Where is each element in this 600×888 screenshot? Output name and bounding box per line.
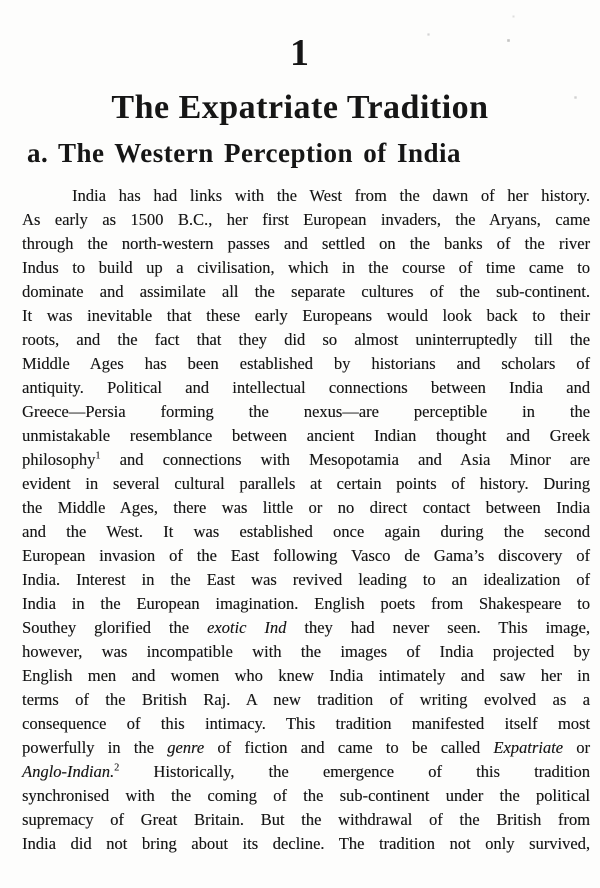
text-line — [22, 592, 590, 616]
text-run: Middle Ages has been established by historians and scholars of — [22, 354, 590, 373]
text-line — [22, 568, 590, 592]
text-line — [22, 832, 590, 856]
chapter-title: The Expatriate Tradition — [111, 89, 489, 126]
text-line — [22, 400, 590, 424]
text-line — [22, 712, 590, 736]
italic-run: Expatriate — [493, 738, 563, 757]
text-line — [22, 352, 590, 376]
text-line — [22, 688, 590, 712]
text-run: supremacy of Great Britain. But the withdrawal of the British from — [22, 810, 590, 829]
text-run: It was inevitable that these early Europeans would look back to their — [22, 306, 590, 325]
text-run: of fiction and came to be called — [204, 738, 494, 757]
text-run: they had never seen. This image, — [286, 618, 590, 637]
text-line — [22, 736, 590, 760]
italic-run: exotic Ind — [206, 618, 287, 637]
text-line — [22, 616, 590, 640]
text-run: Indus to build up a civilisation, which in the course of time came to — [22, 258, 590, 277]
text-line — [22, 808, 590, 832]
text-run: synchronised with the coming of the sub-continent under the political — [22, 786, 590, 805]
text-line — [22, 760, 590, 784]
footnote-marker: 2 — [114, 762, 120, 774]
text-run: philosophy — [22, 450, 96, 469]
text-line — [22, 232, 590, 256]
text-run: through the north-western passes and settled on the banks of the river — [22, 234, 590, 253]
text-line — [22, 304, 590, 328]
text-run: Southey glorified the — [22, 618, 207, 637]
text-run: terms of the British Raj. A new tradition of writing evolved as a — [22, 690, 590, 709]
text-line — [22, 208, 590, 232]
text-run: and connections with Mesopotamia and Asia Minor are — [100, 450, 590, 469]
text-line — [22, 376, 590, 400]
text-line — [22, 328, 590, 352]
text-line — [22, 640, 590, 664]
text-run: India in the European imagination. English poets from Shakespeare to — [22, 594, 590, 613]
text-run: Historically, the emergence of this tradition — [119, 762, 590, 781]
text-line — [22, 448, 590, 472]
text-run: however, was incompatible with the images of India projected by — [22, 642, 590, 661]
text-run: evident in several cultural parallels at certain points of history. During — [22, 474, 590, 493]
text-run: India has had links with the West from the dawn of her history. — [72, 186, 590, 205]
text-run: or — [563, 738, 590, 757]
text-line — [22, 520, 590, 544]
chapter-number: 1 — [290, 32, 310, 74]
text-line — [22, 424, 590, 448]
body-paragraph — [0, 184, 600, 856]
text-run: roots, and the fact that they did so almost uninterruptedly till the — [22, 330, 590, 349]
text-line — [22, 256, 590, 280]
text-run: powerfully in the — [22, 738, 168, 757]
text-run: European invasion of the East following Vasco de Gama’s discovery of — [22, 546, 590, 565]
text-run: Greece—Persia forming the nexus—are perceptible in the — [22, 402, 590, 421]
text-line — [22, 784, 590, 808]
text-run: dominate and assimilate all the separate cultures of the sub-continent. — [22, 282, 590, 301]
footnote-marker: 1 — [95, 450, 101, 462]
text-run: the Middle Ages, there was little or no direct contact between India — [22, 498, 590, 517]
text-line — [22, 280, 590, 304]
text-line — [22, 544, 590, 568]
text-run: India did not bring about its decline. The tradition not only survived, — [22, 834, 590, 853]
italic-run: genre — [167, 738, 205, 757]
italic-run: Anglo-Indian. — [22, 762, 115, 781]
text-run: unmistakable resemblance between ancient Indian thought and Greek — [22, 426, 590, 445]
text-line — [22, 664, 590, 688]
section-heading: a. The Western Perception of India — [27, 138, 462, 168]
text-line — [22, 472, 590, 496]
text-line — [22, 496, 590, 520]
text-line — [22, 184, 590, 208]
text-run: India. Interest in the East was revived leading to an idealization of — [22, 570, 590, 589]
text-run: English men and women who knew India intimately and saw her in — [22, 666, 590, 685]
text-run: and the West. It was established once again during the second — [22, 522, 590, 541]
scan-speck-artifacts — [0, 0, 1, 1]
text-run: As early as 1500 B.C., her first European invaders, the Aryans, came — [22, 210, 590, 229]
text-run: antiquity. Political and intellectual connections between India and — [22, 378, 590, 397]
text-run: consequence of this intimacy. This tradition manifested itself most — [22, 714, 590, 733]
